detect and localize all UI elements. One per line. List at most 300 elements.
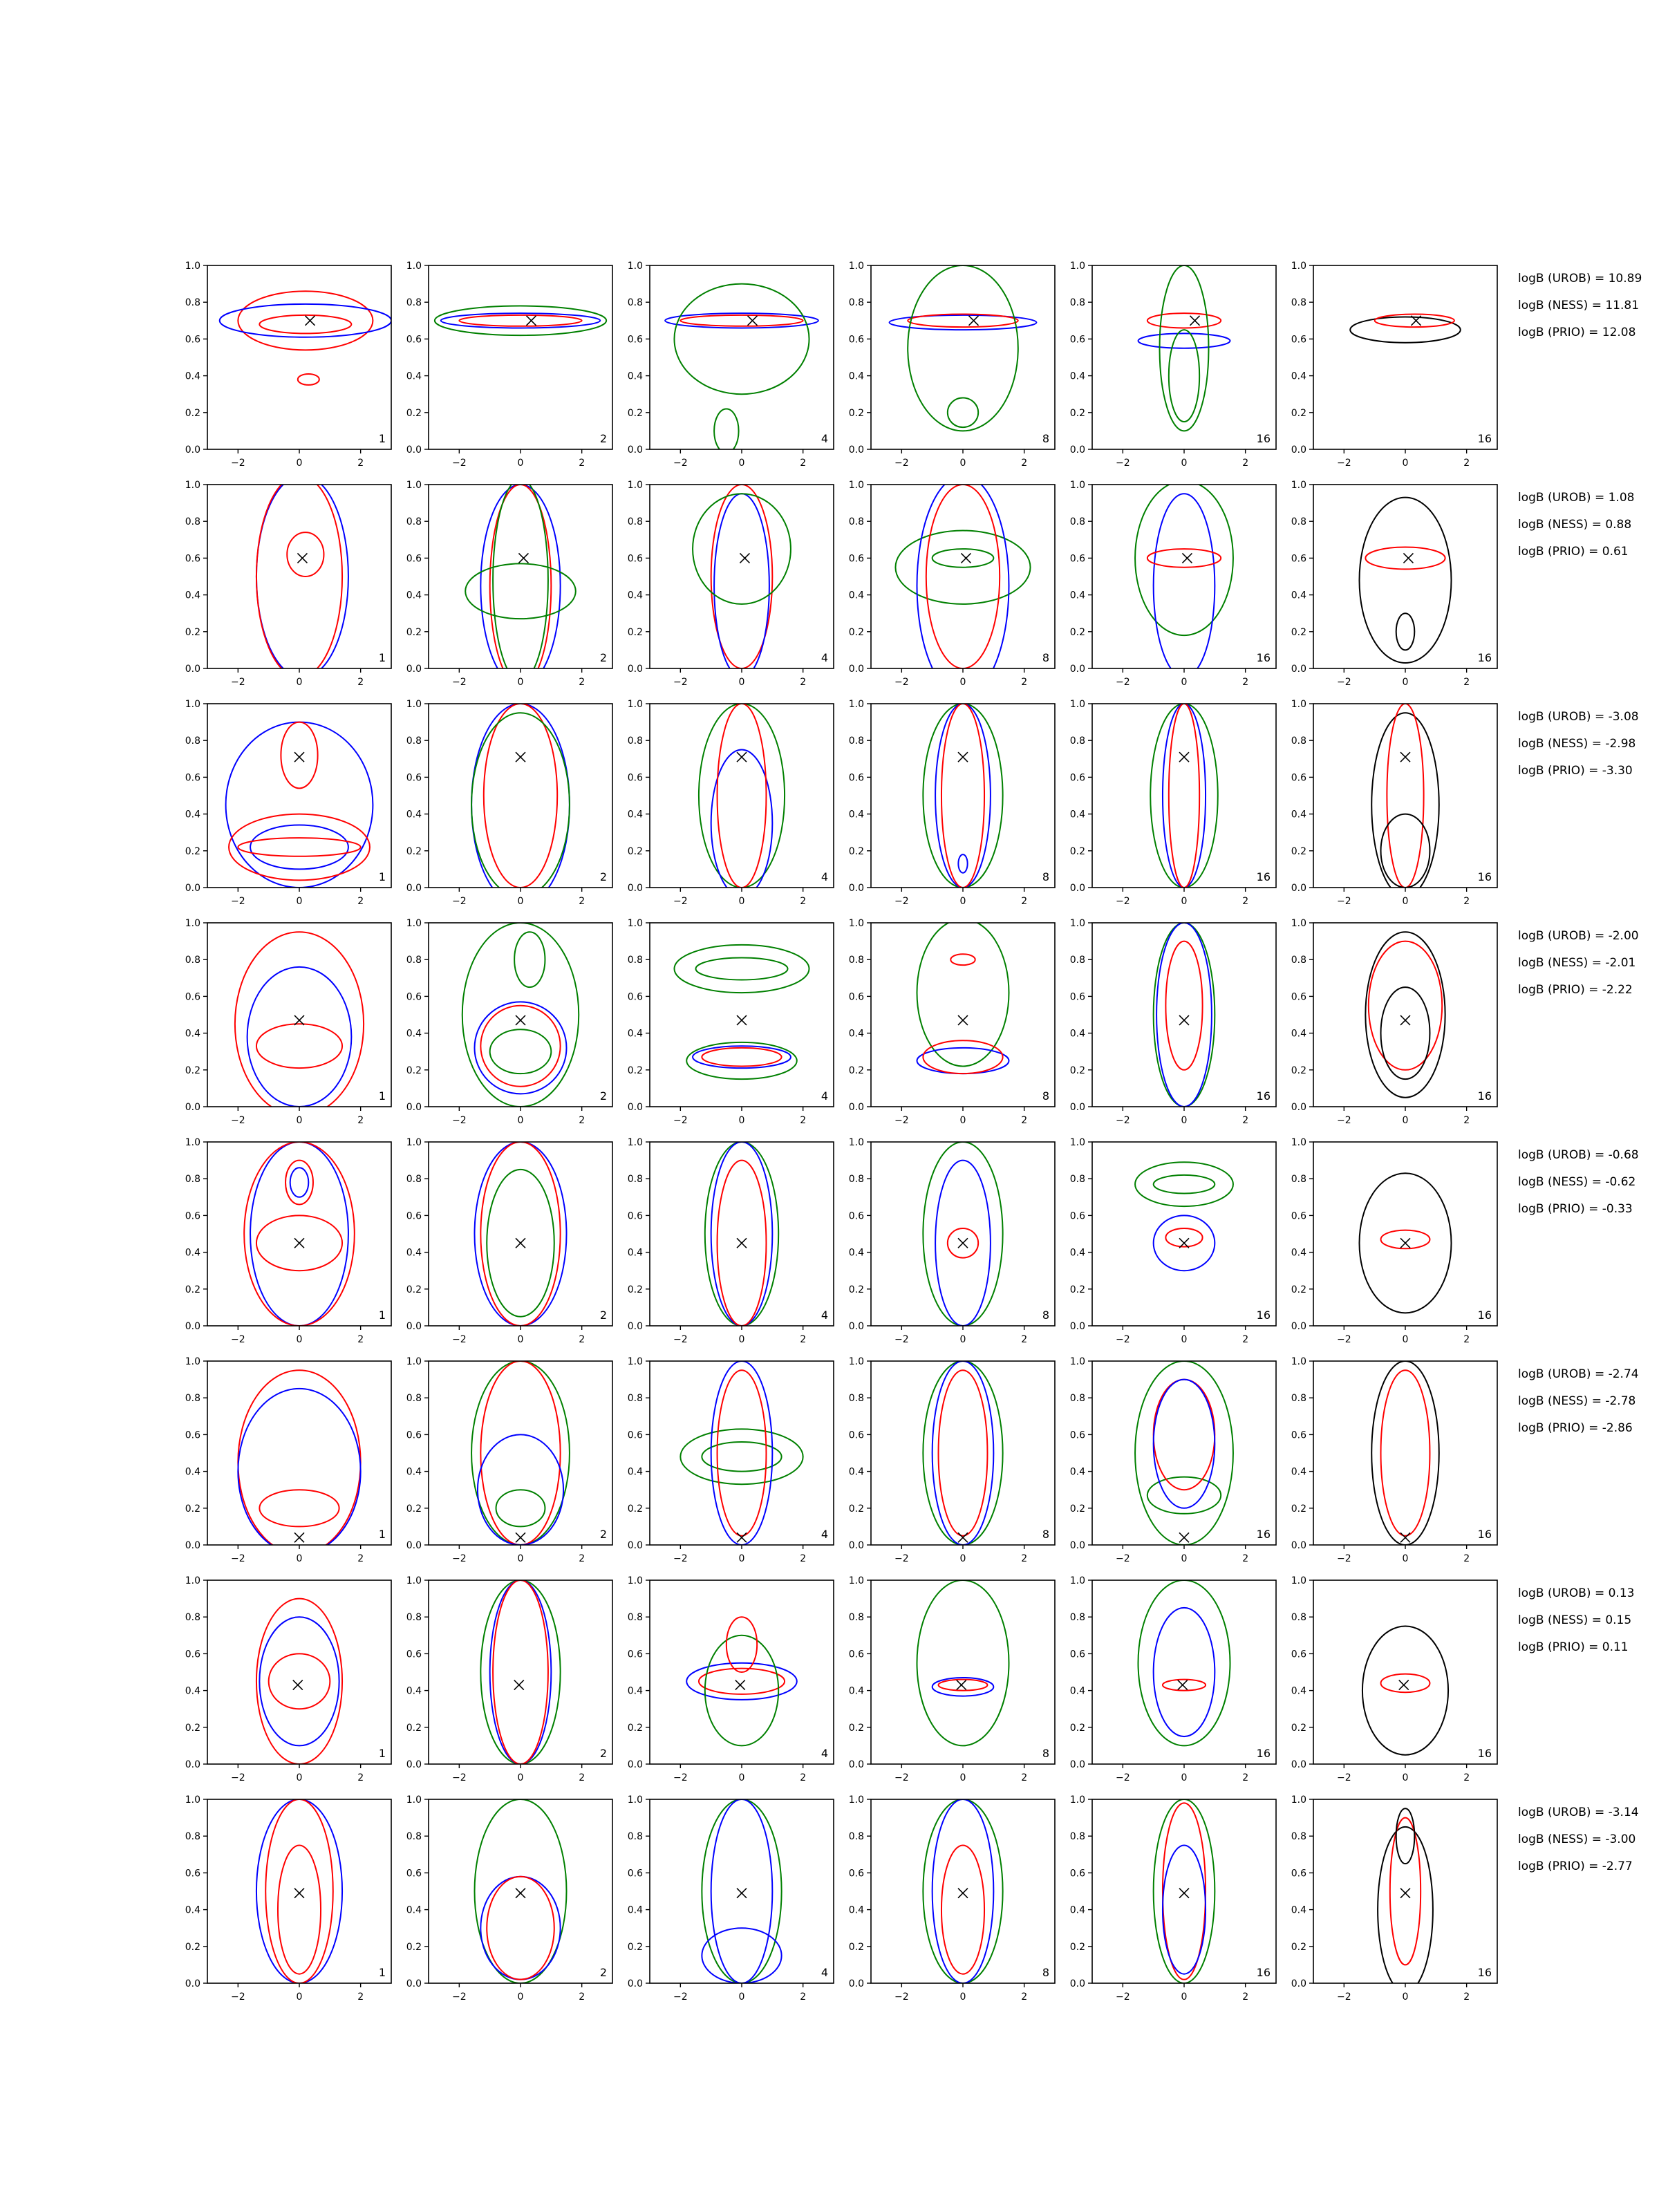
y-tick-label: 0.0 <box>1069 1321 1085 1332</box>
contour-group <box>1135 481 1233 678</box>
y-tick-label: 0.6 <box>848 1649 864 1660</box>
contour-group <box>435 306 606 336</box>
contour-red <box>259 315 351 334</box>
x-tick-label: 0 <box>959 458 966 469</box>
y-tick-label: 1.0 <box>627 918 643 929</box>
panel-count-label: 8 <box>1042 1966 1049 1979</box>
contour-green <box>917 919 1009 1067</box>
y-tick-label: 0.0 <box>406 1540 422 1551</box>
x-tick-label: −2 <box>452 896 467 907</box>
contour-group <box>895 476 1030 696</box>
y-tick-label: 1.0 <box>406 1137 422 1148</box>
y-tick-label: 0.2 <box>406 1065 422 1076</box>
x-tick-label: 0 <box>738 1115 745 1126</box>
y-tick-label: 1.0 <box>1069 1575 1085 1586</box>
x-tick-label: −2 <box>894 896 909 907</box>
x-tick-label: 0 <box>1402 896 1409 907</box>
x-tick-label: 0 <box>959 677 966 688</box>
logb-stat: logB (NESS) = -0.62 <box>1518 1175 1636 1189</box>
x-tick-label: 0 <box>296 1115 303 1126</box>
x-tick-label: 2 <box>579 1991 585 2003</box>
y-tick-label: 0.2 <box>1069 407 1085 419</box>
contour-green <box>693 494 791 604</box>
x-tick-label: 0 <box>517 1553 524 1564</box>
contour-green <box>705 1635 778 1746</box>
x-tick-label: 2 <box>357 1115 364 1126</box>
contour-red <box>238 291 373 350</box>
contour-group <box>1135 1361 1233 1545</box>
x-tick-label: −2 <box>231 677 245 688</box>
contour-blue <box>1154 1608 1215 1736</box>
y-tick-label: 0.0 <box>848 1540 864 1551</box>
y-tick-label: 0.4 <box>1069 1466 1085 1478</box>
x-tick-label: −2 <box>894 1553 909 1564</box>
y-tick-label: 0.4 <box>1291 809 1306 821</box>
axes-frame <box>871 704 1055 888</box>
x-tick-label: 0 <box>1402 1115 1409 1126</box>
y-tick-label: 0.0 <box>1291 664 1306 675</box>
y-tick-label: 0.4 <box>848 1247 864 1259</box>
y-tick-label: 0.2 <box>406 1284 422 1295</box>
y-tick-label: 0.0 <box>185 1540 200 1551</box>
y-tick-label: 0.0 <box>1291 1102 1306 1113</box>
axes-frame <box>1313 1142 1497 1326</box>
subplot-r2-c5 <box>1070 480 1276 688</box>
panel-count-label: 16 <box>1256 870 1271 883</box>
y-tick-label: 0.0 <box>185 1759 200 1770</box>
panel-count-label: 16 <box>1477 870 1492 883</box>
x-tick-label: −2 <box>452 1991 467 2003</box>
contour-green <box>923 1799 1002 1983</box>
x-tick-label: −2 <box>894 1115 909 1126</box>
y-tick-label: 0.8 <box>1069 297 1085 309</box>
subplot-r8-c6 <box>1291 1794 1497 2003</box>
contour-group <box>923 1361 1002 1545</box>
y-tick-label: 0.4 <box>1291 1685 1306 1697</box>
contour-blue <box>935 704 991 888</box>
axes-frame <box>1092 704 1276 888</box>
y-tick-label: 0.8 <box>406 1393 422 1405</box>
contour-group <box>256 1599 342 1764</box>
x-tick-label: 2 <box>1242 1991 1249 2003</box>
contour-green <box>932 549 994 568</box>
axes-frame <box>429 1361 612 1545</box>
contour-red <box>459 315 581 326</box>
y-tick-label: 0.4 <box>848 1028 864 1040</box>
contour-green <box>1150 704 1218 888</box>
y-tick-label: 0.6 <box>406 1430 422 1441</box>
y-tick-label: 0.2 <box>185 845 200 857</box>
subplot-r2-c6 <box>1291 480 1497 688</box>
panel-count-label: 16 <box>1477 432 1492 445</box>
true-value-marker <box>527 316 536 326</box>
x-tick-label: −2 <box>231 896 245 907</box>
contour-blue <box>247 967 352 1107</box>
contour-blue <box>475 1002 567 1094</box>
axes-frame <box>429 1799 612 1983</box>
true-value-marker <box>737 1238 747 1248</box>
panel-count-label: 8 <box>1042 651 1049 664</box>
y-tick-label: 0.2 <box>1291 626 1306 638</box>
contour-blue <box>932 1361 994 1545</box>
contour-red <box>1381 1370 1430 1535</box>
y-tick-label: 0.6 <box>1291 1430 1306 1441</box>
contour-blue <box>250 1142 348 1326</box>
axes-frame <box>207 265 391 449</box>
y-tick-label: 0.2 <box>627 626 643 638</box>
y-tick-label: 1.0 <box>1069 1356 1085 1367</box>
panel-count-label: 16 <box>1477 1966 1492 1979</box>
y-tick-label: 0.8 <box>1069 1174 1085 1185</box>
true-value-marker <box>1179 1533 1189 1542</box>
axes-frame <box>429 704 612 888</box>
y-tick-label: 0.8 <box>1291 1612 1306 1624</box>
x-tick-label: −2 <box>1337 458 1351 469</box>
subplot-r5-c2 <box>406 1137 612 1345</box>
contour-red <box>718 704 767 888</box>
true-value-marker <box>958 1533 968 1542</box>
y-tick-label: 0.6 <box>848 772 864 784</box>
subplot-r1-c2 <box>406 261 612 469</box>
y-tick-label: 0.6 <box>848 1868 864 1880</box>
subplot-r8-c2 <box>406 1794 612 2003</box>
x-tick-label: 2 <box>800 1334 807 1345</box>
contour-blue <box>1154 1380 1215 1508</box>
x-tick-label: 2 <box>1021 1991 1028 2003</box>
contour-red <box>1165 1228 1202 1247</box>
y-tick-label: 0.2 <box>406 1941 422 1953</box>
subplot-r7-c6 <box>1291 1575 1497 1783</box>
y-tick-label: 0.2 <box>1291 1941 1306 1953</box>
contour-green <box>514 932 545 987</box>
true-value-marker <box>294 1888 304 1898</box>
y-tick-label: 1.0 <box>406 480 422 491</box>
x-tick-label: 2 <box>1021 677 1028 688</box>
x-tick-label: 2 <box>800 677 807 688</box>
contour-red <box>244 1142 355 1326</box>
y-tick-label: 0.0 <box>406 883 422 894</box>
axes-frame <box>871 1142 1055 1326</box>
y-tick-label: 0.0 <box>848 444 864 456</box>
panel-count-label: 8 <box>1042 1089 1049 1103</box>
y-tick-label: 0.0 <box>1291 1540 1306 1551</box>
true-value-marker <box>737 1015 747 1025</box>
true-value-marker <box>748 316 758 326</box>
contour-blue <box>711 750 773 897</box>
panel-count-label: 8 <box>1042 870 1049 883</box>
x-tick-label: 0 <box>1402 458 1409 469</box>
contour-black <box>1396 613 1415 650</box>
panel-count-label: 4 <box>821 432 828 445</box>
x-tick-label: 2 <box>1463 1772 1470 1783</box>
logb-stat: logB (NESS) = 11.81 <box>1518 299 1640 312</box>
y-tick-label: 0.2 <box>848 626 864 638</box>
x-tick-label: 2 <box>579 1772 585 1783</box>
contour-group <box>1154 923 1215 1107</box>
y-tick-label: 0.6 <box>1291 1649 1306 1660</box>
contour-red <box>950 954 975 965</box>
y-tick-label: 0.6 <box>848 1210 864 1222</box>
contour-blue <box>238 1389 360 1554</box>
y-tick-label: 0.6 <box>848 1430 864 1441</box>
y-tick-label: 0.8 <box>1069 1831 1085 1843</box>
logb-stat: logB (NESS) = -2.78 <box>1518 1394 1636 1408</box>
axes-frame <box>1092 1799 1276 1983</box>
y-tick-label: 0.6 <box>406 1868 422 1880</box>
y-tick-label: 1.0 <box>185 1575 200 1586</box>
contour-green <box>702 1442 781 1472</box>
axes-frame <box>871 1361 1055 1545</box>
axes-frame <box>1092 923 1276 1107</box>
y-tick-label: 1.0 <box>627 1356 643 1367</box>
contour-group <box>475 1142 567 1326</box>
x-tick-label: 0 <box>296 1334 303 1345</box>
contour-green <box>674 945 809 993</box>
y-tick-label: 0.8 <box>848 1174 864 1185</box>
contour-blue <box>711 1361 773 1545</box>
y-tick-label: 0.8 <box>406 1831 422 1843</box>
y-tick-label: 0.4 <box>627 371 643 382</box>
contour-red <box>480 1361 560 1545</box>
y-tick-label: 0.8 <box>848 1612 864 1624</box>
true-value-marker <box>961 553 971 563</box>
y-tick-label: 1.0 <box>1069 480 1085 491</box>
y-tick-label: 1.0 <box>1291 1356 1306 1367</box>
panel-count-label: 16 <box>1256 651 1271 664</box>
contour-red <box>941 704 984 888</box>
y-tick-label: 0.4 <box>848 1904 864 1916</box>
y-tick-label: 0.2 <box>185 626 200 638</box>
y-tick-label: 0.4 <box>185 1466 200 1478</box>
contour-red <box>265 1799 333 1983</box>
y-tick-label: 0.2 <box>627 845 643 857</box>
contour-green <box>908 265 1018 431</box>
y-tick-label: 0.8 <box>406 1174 422 1185</box>
y-tick-label: 0.8 <box>1291 1393 1306 1405</box>
contour-blue <box>471 704 570 906</box>
contour-group <box>465 479 576 687</box>
panel-count-label: 1 <box>378 432 386 445</box>
x-tick-label: 0 <box>517 1334 524 1345</box>
y-tick-label: 1.0 <box>848 1794 864 1806</box>
x-tick-label: −2 <box>1337 1553 1351 1564</box>
axes-frame <box>207 485 391 668</box>
x-tick-label: 0 <box>1181 1334 1188 1345</box>
x-tick-label: −2 <box>673 1553 688 1564</box>
y-tick-label: 1.0 <box>185 918 200 929</box>
contour-red <box>1365 547 1445 569</box>
contour-group <box>462 923 579 1107</box>
y-tick-label: 0.4 <box>185 590 200 601</box>
contour-group <box>917 1580 1009 1745</box>
contour-group <box>923 704 1002 888</box>
contour-red <box>926 485 1000 668</box>
contour-black <box>1381 814 1430 888</box>
contour-green <box>493 479 548 682</box>
x-tick-label: −2 <box>452 677 467 688</box>
x-tick-label: 2 <box>357 1772 364 1783</box>
y-tick-label: 0.8 <box>406 1612 422 1624</box>
axes-frame <box>650 265 834 449</box>
contour-blue <box>1154 494 1215 677</box>
y-tick-label: 0.4 <box>1069 1028 1085 1040</box>
y-tick-label: 1.0 <box>627 261 643 272</box>
y-tick-label: 0.6 <box>406 334 422 346</box>
y-tick-label: 0.2 <box>185 1941 200 1953</box>
x-tick-label: 2 <box>1463 1991 1470 2003</box>
contour-blue <box>714 494 769 677</box>
x-tick-label: 0 <box>517 896 524 907</box>
contour-blue <box>1138 333 1230 348</box>
contour-green <box>948 398 978 428</box>
true-value-marker <box>1190 316 1200 326</box>
panel-count-label: 4 <box>821 1309 828 1322</box>
true-value-marker <box>958 1888 968 1898</box>
y-tick-label: 1.0 <box>1069 1137 1085 1148</box>
y-tick-label: 0.0 <box>1291 1321 1306 1332</box>
y-tick-label: 1.0 <box>848 918 864 929</box>
logb-stat: logB (PRIO) = 0.11 <box>1518 1640 1629 1654</box>
x-tick-label: 0 <box>517 458 524 469</box>
y-tick-label: 0.6 <box>1291 1868 1306 1880</box>
y-tick-label: 0.4 <box>848 1685 864 1697</box>
x-tick-label: 0 <box>959 1991 966 2003</box>
true-value-marker <box>1400 1888 1410 1898</box>
x-tick-label: −2 <box>231 1772 245 1783</box>
contour-green <box>496 1490 545 1526</box>
x-tick-label: 0 <box>1181 1772 1188 1783</box>
y-tick-label: 0.0 <box>1069 444 1085 456</box>
y-tick-label: 0.6 <box>1069 991 1085 1003</box>
y-tick-label: 0.2 <box>848 1941 864 1953</box>
x-tick-label: −2 <box>452 1553 467 1564</box>
x-tick-label: 2 <box>1463 1115 1470 1126</box>
contour-group <box>226 722 373 888</box>
subplot-r8-c1 <box>185 1794 391 2003</box>
true-value-marker <box>737 1888 747 1898</box>
y-tick-label: 0.4 <box>627 1028 643 1040</box>
x-tick-label: 0 <box>296 1553 303 1564</box>
y-tick-label: 0.6 <box>406 991 422 1003</box>
contour-blue <box>917 476 1009 696</box>
x-tick-label: 0 <box>1402 1991 1409 2003</box>
panel-count-label: 1 <box>378 1966 386 1979</box>
y-tick-label: 0.6 <box>848 553 864 565</box>
y-tick-label: 1.0 <box>627 1137 643 1148</box>
contour-green <box>1135 1361 1233 1545</box>
y-tick-label: 1.0 <box>185 480 200 491</box>
x-tick-label: 0 <box>1181 458 1188 469</box>
contour-red <box>1163 1803 1206 1979</box>
panel-count-label: 1 <box>378 1747 386 1760</box>
y-tick-label: 0.4 <box>627 1685 643 1697</box>
y-tick-label: 0.6 <box>1069 772 1085 784</box>
y-tick-label: 0.0 <box>1291 1759 1306 1770</box>
contour-green <box>917 1580 1009 1745</box>
x-tick-label: 2 <box>579 1553 585 1564</box>
subplot-r6-c1 <box>185 1356 391 1564</box>
contour-red <box>1390 1818 1421 1965</box>
y-tick-label: 0.0 <box>1291 883 1306 894</box>
contour-group <box>475 1799 567 1983</box>
logb-stat: logB (PRIO) = -2.77 <box>1518 1859 1633 1873</box>
contour-red <box>256 1024 342 1068</box>
true-value-marker <box>1179 752 1189 762</box>
x-tick-label: 0 <box>296 1772 303 1783</box>
y-tick-label: 0.4 <box>185 1685 200 1697</box>
x-tick-label: 0 <box>1181 1115 1188 1126</box>
contour-red <box>702 1048 781 1067</box>
x-tick-label: −2 <box>673 1334 688 1345</box>
y-tick-label: 1.0 <box>406 261 422 272</box>
contour-green <box>714 409 738 453</box>
subplot-r2-c4 <box>849 476 1055 696</box>
y-tick-label: 0.6 <box>627 1649 643 1660</box>
y-tick-label: 1.0 <box>406 918 422 929</box>
y-tick-label: 0.0 <box>1069 664 1085 675</box>
contour-black <box>1360 498 1452 663</box>
contour-red <box>1147 313 1221 328</box>
y-tick-label: 0.8 <box>1069 516 1085 528</box>
y-tick-label: 0.6 <box>1291 991 1306 1003</box>
contour-group <box>1135 1162 1233 1271</box>
y-tick-label: 0.8 <box>627 735 643 747</box>
subplot-r4-c3 <box>628 918 834 1126</box>
contour-green <box>435 306 606 336</box>
row-stats-7 <box>1518 1586 1634 1654</box>
x-tick-label: −2 <box>1337 1772 1351 1783</box>
contour-blue <box>1163 1846 1206 1974</box>
y-tick-label: 0.2 <box>1069 1941 1085 1953</box>
subplot-r4-c1 <box>185 918 391 1126</box>
contour-group <box>1138 265 1230 431</box>
y-tick-label: 0.2 <box>848 407 864 419</box>
y-tick-label: 1.0 <box>848 1137 864 1148</box>
y-tick-label: 0.0 <box>627 444 643 456</box>
y-tick-label: 0.4 <box>627 1247 643 1259</box>
x-tick-label: 2 <box>1242 1553 1249 1564</box>
y-tick-label: 0.6 <box>1069 1430 1085 1441</box>
x-tick-label: 0 <box>296 896 303 907</box>
y-tick-label: 0.0 <box>848 1978 864 1989</box>
panel-count-label: 4 <box>821 1966 828 1979</box>
true-value-marker <box>957 1680 966 1690</box>
y-tick-label: 0.4 <box>185 371 200 382</box>
contour-group <box>699 704 785 897</box>
y-tick-label: 0.0 <box>1069 883 1085 894</box>
panel-count-label: 16 <box>1477 1747 1492 1760</box>
x-tick-label: 2 <box>1463 1334 1470 1345</box>
y-tick-label: 0.8 <box>406 735 422 747</box>
y-tick-label: 0.8 <box>1069 955 1085 966</box>
y-tick-label: 0.0 <box>185 1102 200 1113</box>
axes-frame <box>650 1799 834 1983</box>
panel-count-label: 2 <box>599 1309 607 1322</box>
y-tick-label: 0.0 <box>1069 1759 1085 1770</box>
y-tick-label: 1.0 <box>1069 1794 1085 1806</box>
subplot-r2-c1 <box>185 476 391 688</box>
y-tick-label: 1.0 <box>848 480 864 491</box>
true-value-marker <box>514 1680 524 1690</box>
contour-group <box>1362 1627 1448 1755</box>
contour-blue <box>259 1617 339 1745</box>
y-tick-label: 0.4 <box>627 590 643 601</box>
y-tick-label: 0.2 <box>1291 1503 1306 1515</box>
x-tick-label: 0 <box>738 1772 745 1783</box>
subplot-r7-c1 <box>185 1575 391 1783</box>
y-tick-label: 0.0 <box>406 444 422 456</box>
x-tick-label: −2 <box>673 458 688 469</box>
